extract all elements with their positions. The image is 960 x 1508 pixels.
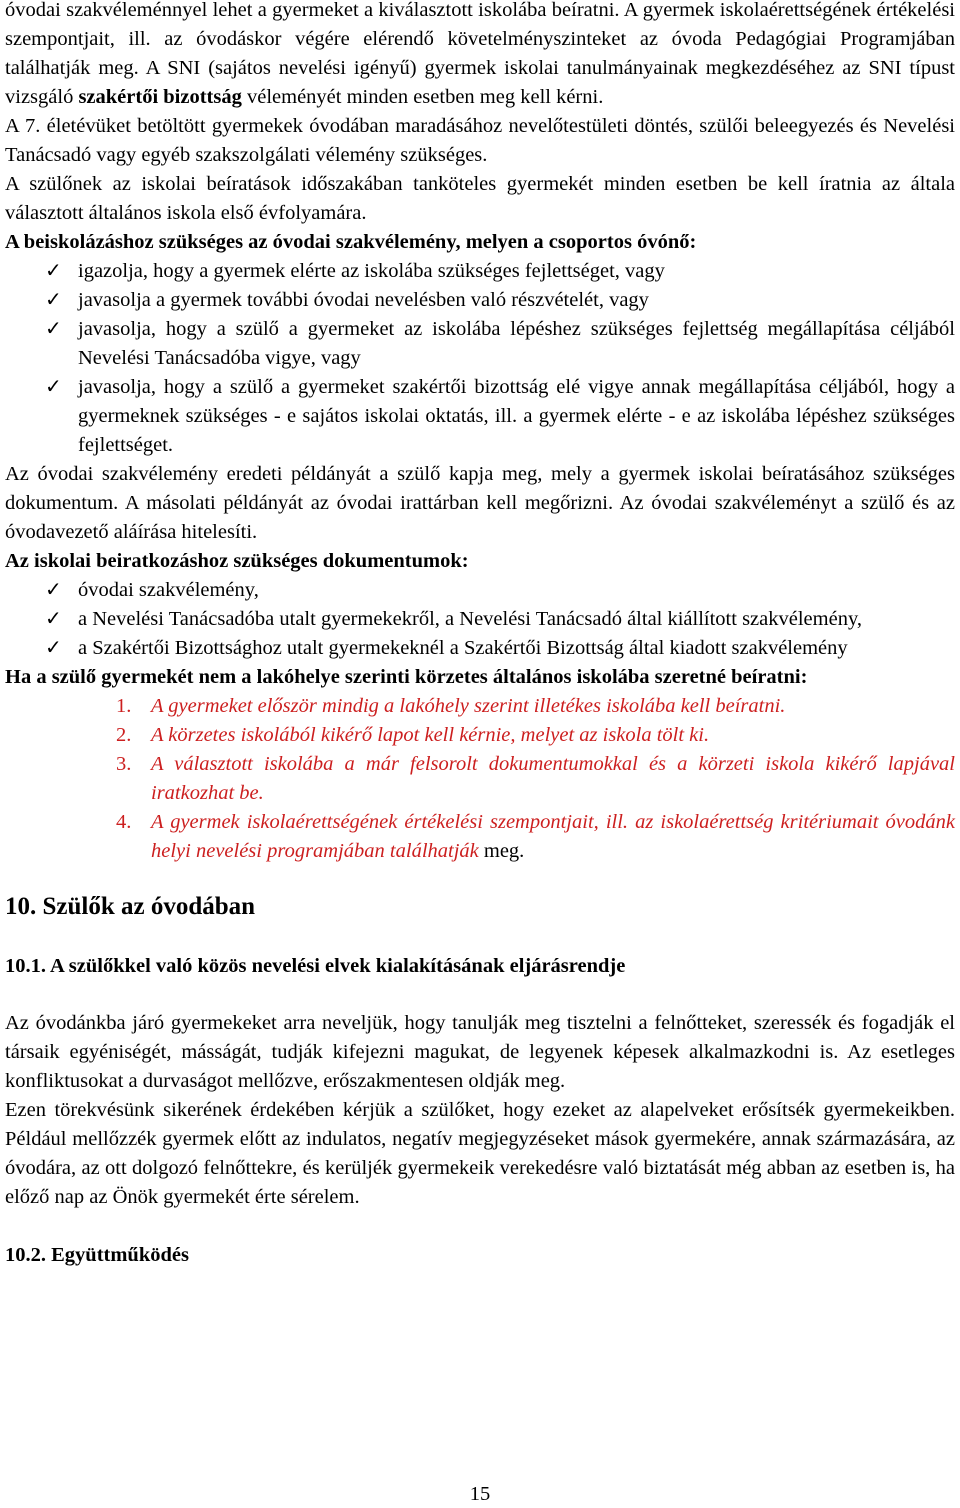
- page-number: 15: [469, 1483, 491, 1505]
- checkmark-icon: ✓: [45, 579, 62, 601]
- list-item-text: a Szakértői Bizottsághoz utalt gyermekeknél a Szakértői Bizottság által kiadott szakvélemény: [78, 637, 848, 659]
- heading-beiskolazas: A beiskolázáshoz szükséges az óvodai szakvélemény, melyen a csoportos óvónő:: [5, 231, 697, 253]
- list-item-text: igazolja, hogy a gyermek elérte az iskolába szükséges fejlettséget, vagy: [78, 260, 665, 282]
- list-item: [5, 634, 955, 663]
- list-item: [5, 721, 955, 750]
- list-item-text: javasolja, hogy a szülő a gyermeket az iskolába lépéshez szükséges fejlettség megállapítása céljából Nevelési Tanácsadóba vigye, vagy: [78, 318, 955, 369]
- list-item: [5, 286, 955, 315]
- numbered-list-beiratas: [5, 692, 955, 866]
- paragraph-torekves: Ezen törekvésünk sikerének érdekében kérjük a szülőket, hogy ezeket az alapelveket erősítsék gyermekeikben. Például mellőzzék gyermek előtt az indulatos, negatív megjegyzéseket mások gyermekére, annak származására, az óvodára, az ott dolgozó felnőttekre, és kerüljék gyermekeik verekedésre való biztatását még abban az esetben is, ha előző nap az Önök gyermekét érte sérelem.: [5, 1099, 955, 1208]
- list-item: [5, 605, 955, 634]
- list-number: 4.: [116, 811, 132, 833]
- heading-dokumentumok: Az iskolai beiratkozáshoz szükséges dokumentumok:: [5, 550, 469, 572]
- list-item: [5, 692, 955, 721]
- heading-nem-korzetes: Ha a szülő gyermekét nem a lakóhelye szerinti körzetes általános iskolába szeretné beíratni:: [5, 666, 808, 688]
- list-item: [5, 315, 955, 373]
- checkmark-icon: ✓: [45, 376, 62, 398]
- list-item-tail: meg.: [478, 840, 525, 862]
- paragraph-eredeti-peldany: Az óvodai szakvélemény eredeti példányát a szülő kapja meg, mely a gyermek iskolai beíratásához szükséges dokumentum. A másolati példányát az óvodai irattárban kell megőrizni. Az óvodai szakvéleményt a szülő és az óvodavezető aláírása hitelesíti.: [5, 463, 955, 543]
- checkmark-icon: ✓: [45, 318, 62, 340]
- list-number: 2.: [116, 724, 132, 746]
- list-number: 1.: [116, 695, 132, 717]
- page-content: [5, 0, 955, 1270]
- list-item-text: A gyermek iskolaérettségének értékelési szempontjait, ill. az iskolaérettség kritériumait óvodánk helyi nevelési programjában találhatják: [151, 811, 955, 862]
- list-item: [5, 373, 955, 460]
- list-item-text: A gyermeket először mindig a lakóhely szerint illetékes iskolába kell beíratni.: [151, 695, 786, 717]
- paragraph-szakvelemeny: [5, 0, 955, 112]
- paragraph-text: óvodai szakvéleménnyel lehet a gyermeket a kiválasztott iskolába beíratni. A gyermek iskolaérettségének értékelési szempontjait, ill. az óvodáskor végére elérendő követelményszinteket az óvoda Pedagógiai Programjában találhatják meg. A SNI (sajátos nevelési igényű) gyermek iskolai tanulmányainak megkezdéséhez az SNI típust vizsgáló: [5, 0, 955, 108]
- checkmark-icon: ✓: [45, 289, 62, 311]
- list-item-text: a Nevelési Tanácsadóba utalt gyermekekről, a Nevelési Tanácsadó által kiállított szakvélemény,: [78, 608, 862, 630]
- section-heading-10-1: 10.1. A szülőkkel való közös nevelési elvek kialakításának eljárásrendje: [5, 955, 626, 977]
- section-heading-10: 10. Szülők az óvodában: [5, 893, 256, 920]
- checkmark-icon: ✓: [45, 260, 62, 282]
- checklist-dokumentumok: [5, 576, 955, 663]
- section-heading-10-2: 10.2. Együttműködés: [5, 1244, 189, 1266]
- list-item-text: A körzetes iskolából kikérő lapot kell kérnie, melyet az iskola tölt ki.: [151, 724, 710, 746]
- list-item-text: A választott iskolába a már felsorolt dokumentumokkal és a körzeti iskola kikérő lapjával iratkozhat be.: [151, 753, 955, 804]
- paragraph-7-eletev: A 7. életévüket betöltött gyermekek óvodában maradásához nevelőtestületi döntés, szülői beleegyezés és Nevelési Tanácsadó vagy egyéb szakszolgálati vélemény szükséges.: [5, 115, 955, 166]
- list-item: [5, 750, 955, 808]
- paragraph-text-end: véleményét minden esetben meg kell kérni.: [241, 86, 604, 108]
- checkmark-icon: ✓: [45, 637, 62, 659]
- list-item-text: javasolja a gyermek további óvodai nevelésben való részvételét, vagy: [78, 289, 649, 311]
- list-item-text: javasolja, hogy a szülő a gyermeket szakértői bizottság elé vigye annak megállapítása céljából, hogy a gyermeknek szükséges - e sajátos iskolai oktatás, ill. a gyermek elérte - e az iskolába lépéshez szükséges fejlettséget.: [78, 376, 955, 456]
- paragraph-nevelesi-elvek: Az óvodánkba járó gyermekeket arra neveljük, hogy tanulják meg tisztelni a felnőtteket, szeressék és fogadják el társaik egyéniségét, másságát, tudják kifejezni magukat, de legyenek képesek alkalmazkodni is. Az esetleges konfliktusokat a durvaságot mellőzve, erőszakmentesen oldják meg.: [5, 1012, 955, 1092]
- checklist-ovono: [5, 257, 955, 460]
- list-number: 3.: [116, 753, 132, 775]
- checkmark-icon: ✓: [45, 608, 62, 630]
- list-item: [5, 257, 955, 286]
- list-item: [5, 808, 955, 866]
- list-item: [5, 576, 955, 605]
- bold-phrase: szakértői bizottság: [78, 86, 242, 108]
- paragraph-tankoteles: A szülőnek az iskolai beíratások időszakában tanköteles gyermekét minden esetben be kell íratnia az általa választott általános iskola első évfolyamára.: [5, 173, 955, 224]
- list-item-text: óvodai szakvélemény,: [78, 579, 259, 601]
